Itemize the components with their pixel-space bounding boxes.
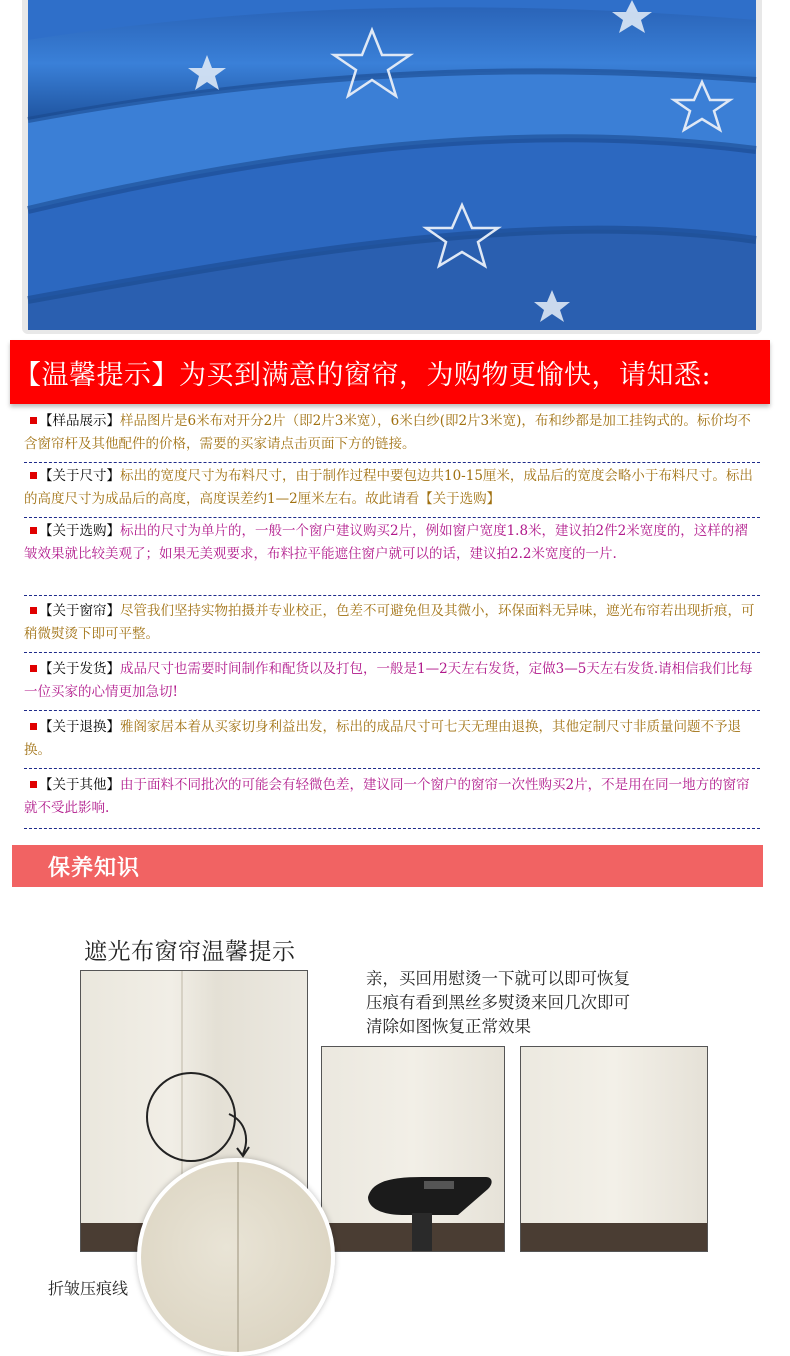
notice-label: 【关于其他】	[39, 777, 120, 793]
crease-zoom-circle	[137, 1158, 335, 1356]
notice-purchase	[24, 520, 760, 596]
care-section-header	[12, 845, 763, 887]
bullet-icon	[30, 607, 37, 614]
notice-label: 【关于发货】	[39, 661, 120, 677]
notice-text: 雅阁家居本着从买家切身利益出发，标出的成品尺寸可七天无理由退换，其他定制尺寸非质量问题不予退换。	[24, 719, 741, 758]
care-note-line: 清除如图恢复正常效果	[366, 1017, 531, 1036]
notice-text: 尽管我们坚持实物拍摄并专业校正，色差不可避免但及其微小，环保面料无异味，遮光布帘若出现折痕，可稍微熨烫下即可平整。	[24, 603, 755, 642]
bullet-icon	[30, 723, 37, 730]
bullet-icon	[30, 417, 37, 424]
notice-text: 成品尺寸也需要时间制作和配货以及打包，一般是1—2天左右发货，定做3—5天左右发货.请相信我们比每一位买家的心情更加急切!	[24, 661, 753, 700]
restored-curtain-photo	[520, 1046, 708, 1252]
bullet-icon	[30, 781, 37, 788]
care-note	[366, 967, 666, 1039]
crease-label: 折皱压痕线	[48, 1279, 129, 1298]
care-title: 遮光布窗帘温馨提示	[84, 939, 296, 965]
care-section-title: 保养知识	[48, 855, 141, 881]
crease-marker-circle	[146, 1072, 236, 1162]
notice-label: 【样品展示】	[39, 413, 120, 429]
bullet-icon	[30, 527, 37, 534]
notice-text: 由于面料不同批次的可能会有轻微色差，建议同一个窗户的窗帘一次性购买2片，不是用在同一地方的窗帘就不受此影响.	[24, 777, 750, 816]
notice-text: 标出的宽度尺寸为布料尺寸，由于制作过程中要包边共10-15厘米，成品后的宽度会略小于布料尺寸。标出的高度尺寸为成品后的高度，高度误差约1—2厘米左右。故此请看【关于选购】	[24, 468, 753, 507]
notice-label: 【关于选购】	[39, 523, 120, 539]
notice-row	[24, 774, 760, 829]
ironing-curtain-photo	[321, 1046, 505, 1252]
notice-row	[24, 716, 760, 769]
notice-returns	[24, 716, 760, 769]
notice-row	[24, 600, 760, 653]
bullet-icon	[30, 665, 37, 672]
steam-iron-icon	[362, 1175, 497, 1251]
notice-shipping	[24, 658, 760, 711]
notice-label: 【关于尺寸】	[39, 468, 120, 484]
notice-other	[24, 774, 760, 829]
notice-size	[24, 465, 760, 518]
care-note-line: 压痕有看到黑丝多熨烫来回几次即可	[366, 993, 630, 1012]
notice-curtain	[24, 600, 760, 653]
arrow-icon	[225, 1112, 255, 1162]
fabric-photo	[22, 0, 762, 334]
notice-row	[24, 658, 760, 711]
notice-row	[24, 465, 760, 518]
tips-banner-text: 【温馨提示】为买到满意的窗帘，为购物更愉快，请知悉:	[14, 359, 712, 391]
notice-sample	[24, 410, 760, 463]
notice-row	[24, 520, 760, 596]
notice-text: 标出的尺寸为单片的，一般一个窗户建议购买2片，例如窗户宽度1.8米，建议拍2件2米宽度的，这样的褶皱效果就比较美观了；如果无美观要求，布料拉平能遮住窗户就可以的话，建议拍2.2米宽度的一片.	[24, 523, 748, 562]
curtain-hem	[521, 1223, 707, 1251]
notice-row	[24, 410, 760, 463]
care-note-line: 亲，买回用慰烫一下就可以即可恢复	[366, 969, 630, 988]
bullet-icon	[30, 472, 37, 479]
notice-text: 样品图片是6米布对开分2片（即2片3米宽），6米白纱(即2片3米宽)，布和纱都是加工挂钩式的。标价均不含窗帘杆及其他配件的价格，需要的买家请点击页面下方的链接。	[24, 413, 751, 452]
notice-label: 【关于退换】	[39, 719, 120, 735]
notice-label: 【关于窗帘】	[39, 603, 120, 619]
tips-banner	[10, 340, 770, 404]
